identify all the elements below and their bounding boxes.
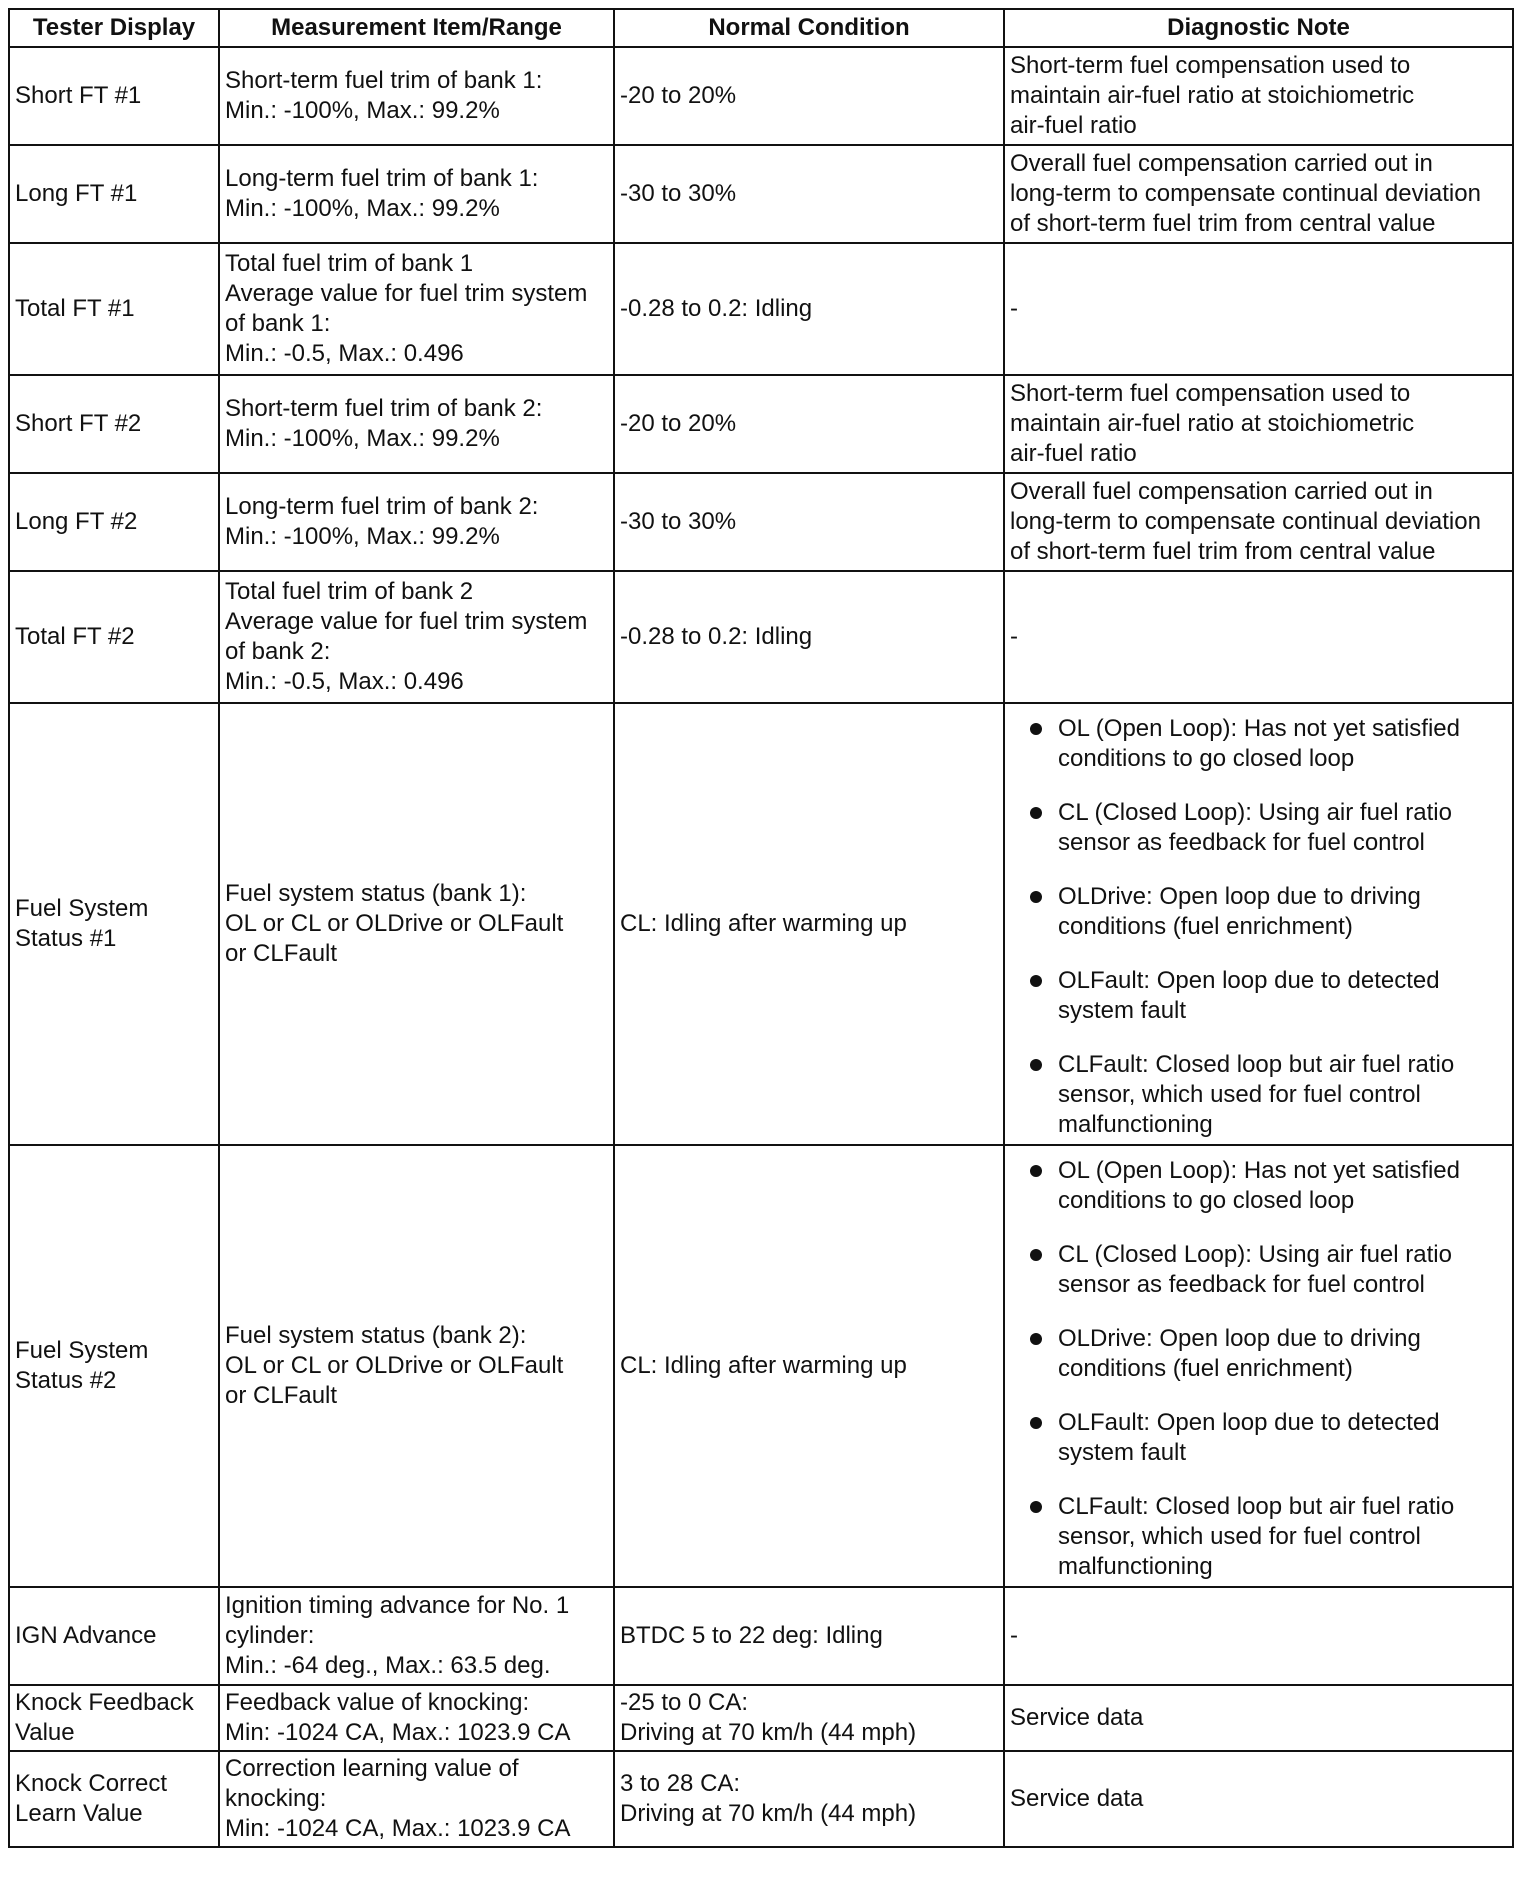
measurement-cell bbox=[219, 145, 614, 243]
diagnostic-note-cell bbox=[1004, 145, 1513, 243]
list-item bbox=[1010, 882, 1507, 942]
bullet-text: CL (Closed Loop): Using air fuel ratio sensor as feedback for fuel control bbox=[1058, 1241, 1452, 1298]
tester-display-text: Short FT #1 bbox=[15, 82, 142, 109]
bullet-text: OLFault: Open loop due to detected system fault bbox=[1058, 967, 1440, 1024]
normal-condition-cell bbox=[614, 703, 1004, 1145]
diagnostic-note-text: - bbox=[1010, 623, 1018, 650]
measurement-cell bbox=[219, 571, 614, 703]
normal-condition-text: 3 to 28 CA: Driving at 70 km/h (44 mph) bbox=[620, 1770, 917, 1827]
measurement-text: Total fuel trim of bank 1 Average value for fuel trim system of bank 1: Min.: -0.5, Max.: 0.496 bbox=[225, 250, 588, 367]
measurement-text: Ignition timing advance for No. 1 cylinder: Min.: -64 deg., Max.: 63.5 deg. bbox=[225, 1592, 570, 1679]
bullet-icon bbox=[1030, 975, 1042, 987]
tester-display-cell bbox=[9, 1587, 219, 1685]
tester-display-cell bbox=[9, 47, 219, 145]
normal-condition-cell bbox=[614, 1587, 1004, 1685]
list-item bbox=[1010, 1408, 1507, 1468]
measurement-text: Fuel system status (bank 1): OL or CL or OLDrive or OLFault or CLFault bbox=[225, 880, 564, 967]
table-row bbox=[9, 473, 1513, 571]
normal-condition-text: BTDC 5 to 22 deg: Idling bbox=[620, 1622, 883, 1649]
normal-condition-cell bbox=[614, 47, 1004, 145]
measurement-text: Short-term fuel trim of bank 2: Min.: -100%, Max.: 99.2% bbox=[225, 395, 543, 452]
normal-condition-cell bbox=[614, 1685, 1004, 1751]
tester-display-text: IGN Advance bbox=[15, 1622, 157, 1649]
tester-display-cell bbox=[9, 375, 219, 473]
measurement-cell bbox=[219, 1685, 614, 1751]
measurement-cell bbox=[219, 243, 614, 375]
tester-display-text: Total FT #1 bbox=[15, 295, 135, 322]
tester-display-cell bbox=[9, 1685, 219, 1751]
tester-display-text: Fuel System Status #2 bbox=[15, 1337, 149, 1394]
diagnostic-note-cell bbox=[1004, 1587, 1513, 1685]
bullet-icon bbox=[1030, 1333, 1042, 1345]
diagnostic-note-cell bbox=[1004, 473, 1513, 571]
measurement-text: Long-term fuel trim of bank 1: Min.: -100%, Max.: 99.2% bbox=[225, 165, 539, 222]
table-row bbox=[9, 1751, 1513, 1847]
bullet-icon bbox=[1030, 1165, 1042, 1177]
bullet-icon bbox=[1030, 723, 1042, 735]
measurement-cell bbox=[219, 375, 614, 473]
measurement-cell bbox=[219, 473, 614, 571]
diagnostic-note-cell bbox=[1004, 1685, 1513, 1751]
measurement-text: Correction learning value of knocking: Min: -1024 CA, Max.: 1023.9 CA bbox=[225, 1755, 571, 1842]
table-row bbox=[9, 1145, 1513, 1587]
list-item bbox=[1010, 1156, 1507, 1216]
list-item bbox=[1010, 966, 1507, 1026]
diagnostic-note-text: Overall fuel compensation carried out in long-term to compensate continual deviation of short-term fuel trim from central value bbox=[1010, 478, 1481, 565]
list-item bbox=[1010, 1324, 1507, 1384]
normal-condition-text: -0.28 to 0.2: Idling bbox=[620, 623, 813, 650]
normal-condition-cell bbox=[614, 243, 1004, 375]
diagnostic-note-text: Short-term fuel compensation used to maintain air-fuel ratio at stoichiometric air-fuel ratio bbox=[1010, 52, 1415, 139]
table-row bbox=[9, 1685, 1513, 1751]
tester-display-cell bbox=[9, 473, 219, 571]
tester-display-text: Long FT #2 bbox=[15, 508, 138, 535]
list-item bbox=[1010, 1492, 1507, 1582]
normal-condition-cell bbox=[614, 571, 1004, 703]
tester-display-cell bbox=[9, 1145, 219, 1587]
normal-condition-cell bbox=[614, 1145, 1004, 1587]
normal-condition-cell bbox=[614, 145, 1004, 243]
list-item bbox=[1010, 714, 1507, 774]
fuel-status-bullet-list bbox=[1010, 714, 1507, 1140]
tester-display-text: Fuel System Status #1 bbox=[15, 895, 149, 952]
diagnostic-note-text: Service data bbox=[1010, 1704, 1144, 1731]
tester-display-cell bbox=[9, 571, 219, 703]
normal-condition-text: -30 to 30% bbox=[620, 180, 737, 207]
diagnostic-note-text: Short-term fuel compensation used to maintain air-fuel ratio at stoichiometric air-fuel ratio bbox=[1010, 380, 1415, 467]
measurement-text: Long-term fuel trim of bank 2: Min.: -100%, Max.: 99.2% bbox=[225, 493, 539, 550]
normal-condition-cell bbox=[614, 1751, 1004, 1847]
diagnostic-note-cell bbox=[1004, 571, 1513, 703]
bullet-icon bbox=[1030, 1417, 1042, 1429]
bullet-text: CLFault: Closed loop but air fuel ratio sensor, which used for fuel control malfunctioning bbox=[1058, 1051, 1455, 1138]
diagnostic-note-text: Service data bbox=[1010, 1785, 1144, 1812]
measurement-cell bbox=[219, 703, 614, 1145]
measurement-cell bbox=[219, 47, 614, 145]
table-row bbox=[9, 1587, 1513, 1685]
diagnostic-note-text: Overall fuel compensation carried out in long-term to compensate continual deviation of short-term fuel trim from central value bbox=[1010, 150, 1481, 237]
bullet-icon bbox=[1030, 1249, 1042, 1261]
bullet-text: OLDrive: Open loop due to driving conditions (fuel enrichment) bbox=[1058, 883, 1421, 940]
diagnostic-note-text: - bbox=[1010, 1622, 1018, 1649]
data-list-table bbox=[8, 8, 1514, 1848]
table-row bbox=[9, 145, 1513, 243]
tester-display-cell bbox=[9, 243, 219, 375]
normal-condition-text: CL: Idling after warming up bbox=[620, 910, 907, 937]
header-measurement-item: Measurement Item/Range bbox=[219, 9, 614, 47]
bullet-icon bbox=[1030, 1059, 1042, 1071]
bullet-icon bbox=[1030, 807, 1042, 819]
table-row bbox=[9, 571, 1513, 703]
bullet-text: CLFault: Closed loop but air fuel ratio sensor, which used for fuel control malfunctioning bbox=[1058, 1493, 1455, 1580]
tester-display-cell bbox=[9, 703, 219, 1145]
header-tester-display: Tester Display bbox=[9, 9, 219, 47]
normal-condition-text: CL: Idling after warming up bbox=[620, 1352, 907, 1379]
bullet-text: OL (Open Loop): Has not yet satisfied conditions to go closed loop bbox=[1058, 1157, 1460, 1214]
header-diagnostic-note: Diagnostic Note bbox=[1004, 9, 1513, 47]
diagnostic-note-cell bbox=[1004, 1145, 1513, 1587]
measurement-text: Feedback value of knocking: Min: -1024 CA, Max.: 1023.9 CA bbox=[225, 1689, 571, 1746]
fuel-status-bullet-list bbox=[1010, 1156, 1507, 1582]
table-row bbox=[9, 703, 1513, 1145]
list-item bbox=[1010, 1240, 1507, 1300]
table-row bbox=[9, 47, 1513, 145]
tester-display-text: Knock Feedback Value bbox=[15, 1689, 194, 1746]
diagnostic-note-cell bbox=[1004, 243, 1513, 375]
bullet-text: OLDrive: Open loop due to driving conditions (fuel enrichment) bbox=[1058, 1325, 1421, 1382]
diagnostic-note-cell bbox=[1004, 47, 1513, 145]
tester-display-text: Knock Correct Learn Value bbox=[15, 1770, 168, 1827]
bullet-text: OL (Open Loop): Has not yet satisfied conditions to go closed loop bbox=[1058, 715, 1460, 772]
bullet-text: CL (Closed Loop): Using air fuel ratio sensor as feedback for fuel control bbox=[1058, 799, 1452, 856]
table-row bbox=[9, 243, 1513, 375]
data-list-sheet bbox=[8, 8, 1512, 1848]
normal-condition-text: -25 to 0 CA: Driving at 70 km/h (44 mph) bbox=[620, 1689, 917, 1746]
normal-condition-cell bbox=[614, 375, 1004, 473]
normal-condition-text: -30 to 30% bbox=[620, 508, 737, 535]
list-item bbox=[1010, 1050, 1507, 1140]
measurement-text: Total fuel trim of bank 2 Average value for fuel trim system of bank 2: Min.: -0.5, Max.: 0.496 bbox=[225, 578, 588, 695]
normal-condition-text: -20 to 20% bbox=[620, 410, 737, 437]
measurement-cell bbox=[219, 1587, 614, 1685]
measurement-text: Short-term fuel trim of bank 1: Min.: -100%, Max.: 99.2% bbox=[225, 67, 543, 124]
diagnostic-note-text: - bbox=[1010, 295, 1018, 322]
diagnostic-note-cell bbox=[1004, 703, 1513, 1145]
measurement-cell bbox=[219, 1751, 614, 1847]
table-row bbox=[9, 375, 1513, 473]
measurement-cell bbox=[219, 1145, 614, 1587]
normal-condition-text: -20 to 20% bbox=[620, 82, 737, 109]
normal-condition-cell bbox=[614, 473, 1004, 571]
normal-condition-text: -0.28 to 0.2: Idling bbox=[620, 295, 813, 322]
tester-display-text: Short FT #2 bbox=[15, 410, 142, 437]
table-header-row bbox=[9, 9, 1513, 47]
list-item bbox=[1010, 798, 1507, 858]
header-normal-condition: Normal Condition bbox=[614, 9, 1004, 47]
tester-display-cell bbox=[9, 145, 219, 243]
diagnostic-note-cell bbox=[1004, 375, 1513, 473]
tester-display-cell bbox=[9, 1751, 219, 1847]
tester-display-text: Long FT #1 bbox=[15, 180, 138, 207]
tester-display-text: Total FT #2 bbox=[15, 623, 135, 650]
diagnostic-note-cell bbox=[1004, 1751, 1513, 1847]
bullet-icon bbox=[1030, 891, 1042, 903]
bullet-text: OLFault: Open loop due to detected system fault bbox=[1058, 1409, 1440, 1466]
bullet-icon bbox=[1030, 1501, 1042, 1513]
measurement-text: Fuel system status (bank 2): OL or CL or OLDrive or OLFault or CLFault bbox=[225, 1322, 564, 1409]
